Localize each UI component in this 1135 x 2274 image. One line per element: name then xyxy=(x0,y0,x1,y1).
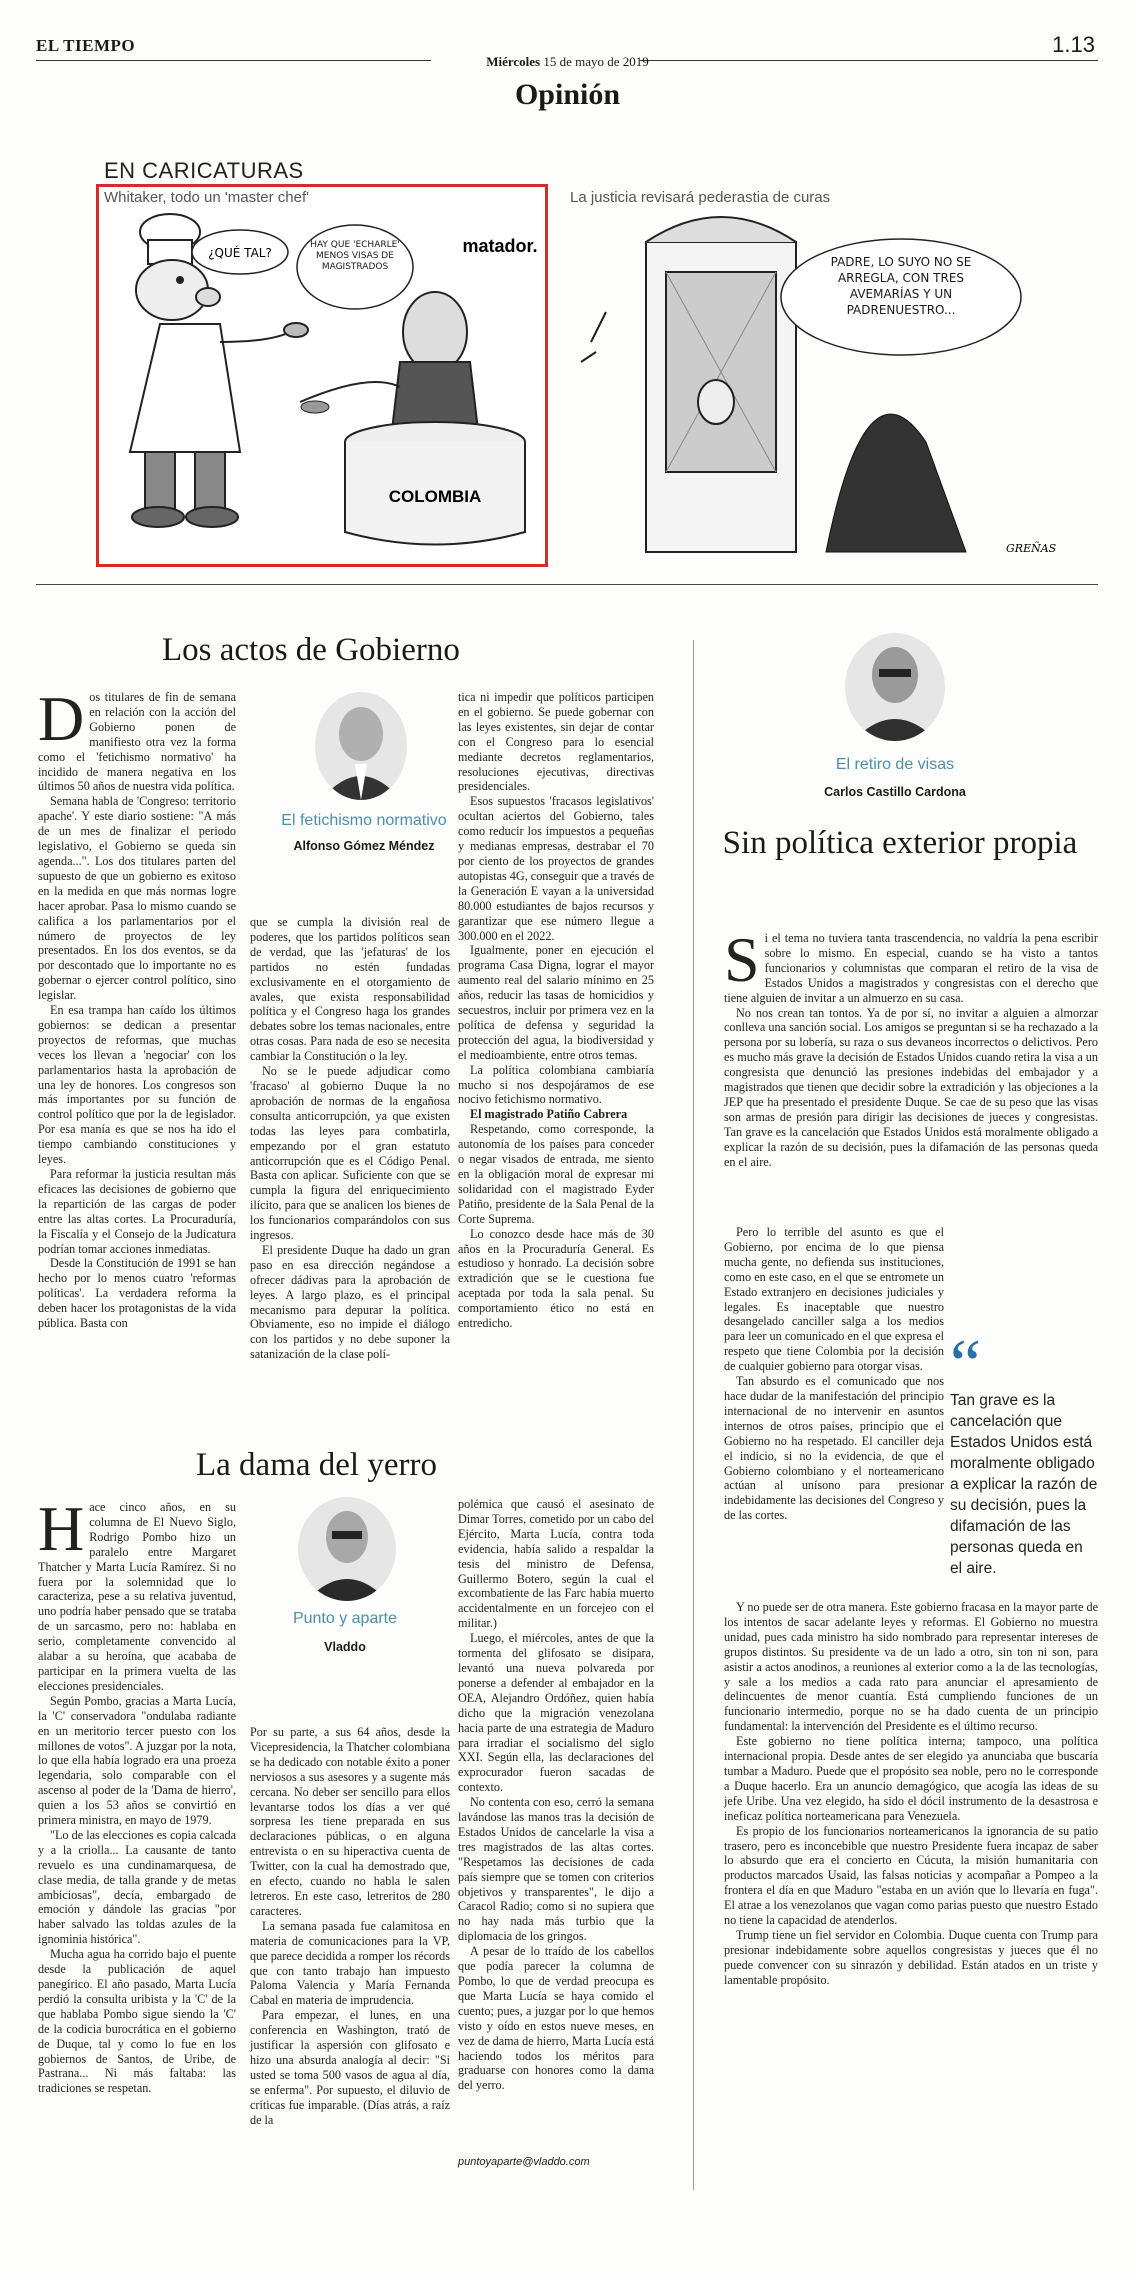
sin-body-bottom: Y no puede ser de otra manera. Este gobierno fracasa en la mayor parte de los intentos de sacar adelante leyes y reformas. El Gobierno no muestra unidad, pues cada ministro ha sido nombrado para representar intereses de grupos distintos. Su presidente va de un lado a otro, sin ton ni son, para asistir a actos anodinos, a reuniones al exterior como a la de las tecnologías, y sale a los medios a cada rato para anunciar el apresamiento de delincuentes de menor cuantía. Está cumpliendo funciones de un funcionario intermedio, porque no se ha dado cuenta de un principio fundamental: la intervención del Presidente es el último recurso. Este gobierno no tiene política interna; tampoco, una política internacional propia. Desde antes de ser elegido ya anunciaba que buscaría tumbar a Maduro. Puede que el propósito sea noble, pero no le corresponde a Duque hacerlo. Era un anuncio demagógico, que acogía las ideas de su jefe Uribe. Una vez elegido, ha sido el dócil instrumento de la desastrosa e ineficaz política norteamericana para Venezuela. Es propio de los funcionarios norteamericanos la ignorancia de su patio trasero, pero es inconcebible que nuestro Presidente fuera incapaz de saber lo absurdo que era el concierto en Cúcuta, la misión humanitaria con productos marcados Usaid, las falsas noticias y acompañar a Pompeo a la frontera el día en que Maduro "estaba en un avión que lo llevaría en fuga". El atrae a los venezolanos que vagan como parias puesto que nuestro Estado no tiene la capacidad de atenderlos. Trump tiene un fiel servidor en Colombia. Duque cuenta con Trump para presionar indebidamente sobre aquellos congresistas y jueces que él no puede convencer con su sinrazón y debilidad. Están atados en un triste y lamentable propósito. xyxy=(724,1600,1098,1987)
pullquote-text: Tan grave es la cancelación que Estados Unidos está moralmente obligado a explicar la razón de su decisión, pues la difamación de las personas queda en el aire. xyxy=(950,1392,1098,1577)
confessional-bubble-text: PADRE, LO SUYO NO SE ARREGLA, CON TRES AVEMARÍAS Y UN PADRENUESTRO... xyxy=(830,255,972,317)
sin-body-top: S i el tema no tuviera tanta trascendencia, no valdría la pena escribir sobre lo mismo. En especial, cuando se ha visto a tantos funcionarios y columnistas que comparan el retiro de la visa de Estados Unidos a magistrados y congresistas con el derecho que tiene alguien de invitar a un almuerzo en su casa. No nos crean tan tontos. Ya de por sí, no invitar a alguien a almorzar conlleva una sanción social. Los amigos se preguntan si se ha rechazado a la persona por su lobería, su raza o sus devaneos incorrectos o delictivos. Pero es mucho más grave la decisión de Estados Unidos cuando retira la visa a un congresista que denunció las presiones indebidas del embajador y a magistrados que tienen que decidir sobre la extradición y las objeciones a la JEP que ha presentado el presidente Duque. Se cae de su peso que las visas son armas de presión para dirigir las decisiones de jueces y congresistas. Tan grave es la cancelación que Estados Unidos está moralmente obligado a explicar la razón de su decisión, pues la difamación de las personas queda en el aire. xyxy=(724,924,1098,1169)
author-photo-castillo xyxy=(845,633,945,741)
issue-date: Miércoles 15 de mayo de 2019 xyxy=(486,54,649,69)
sin-body-narrow: Pero lo terrible del asunto es que el Gobierno, por encima de lo que piensa mucha gente, no defienda sus instituciones, como en este caso, en el que se entromete un Estado extranjero en decisiones judiciales y legales. Es inaceptable que nuestro desangelado canciller salga a los medios para leer un comunicado en el que expresa el respeto que tiene Colombia por la decisión de cualquier gobierno para otorgar visas. Tan absurdo es el comunicado que nos hace dudar de la manifestación del principio internacional de no intervenir en asuntos internos de otros países, principio que el Gobierno no ha respetado. El canciller deja el indicio, si no la evidencia, de que el Gobierno colombiano y el norteamericano actúan al unísono para presionar indebidamente las decisiones del Congreso y de las cortes. xyxy=(724,1225,944,1523)
cartoonist-signature: GREÑAS xyxy=(1006,542,1057,555)
sin-author: Carlos Castillo Cardona xyxy=(824,785,966,799)
column-divider xyxy=(693,640,694,2190)
caricature-right-caption: La justicia revisará pederastia de curas xyxy=(570,189,831,206)
article-title-sin-politica: Sin política exterior propia xyxy=(722,825,1078,861)
caricaturas-label: EN CARICATURAS xyxy=(104,158,304,183)
cartoon-confessional-image xyxy=(566,212,1096,567)
subhead-patino: El magistrado Patiño Cabrera xyxy=(470,1107,628,1122)
pot-label: COLOMBIA xyxy=(388,487,482,506)
cartoonist-brand: matador. xyxy=(462,236,538,256)
man-bubble-text: HAY QUE 'ECHARLE' MENOS VISAS DE MAGISTRADOS xyxy=(310,240,400,272)
gobierno-author: Alfonso Gómez Méndez xyxy=(293,839,435,853)
gobierno-col1: D os titulares de fin de semana en relación con la acción del Gobierno ponen de manifiesto otra vez la forma como el 'fetichismo normativo' ha incidido de manera negativa en los últimos 50 años de nuestra vida política. Semana habla de 'Congreso: territorio apache'. Y este diario sostiene: "A más de un mes de finalizar el periodo legislativo, el Gobierno se queda sin agenda...". Los dos titulares parten del supuesto de que un gobierno es exitoso en la medida en que más normas logre hacer aprobar. Pasa lo mismo cuando se califica a los parlamentarios por el número de proyectos de ley presentados. En los dos eventos, se da por descontado que lo importante no es gobernar o ejercer control político, sino legislar. En esa trampa han caído los últimos gobiernos: se dedican a presentar proyectos de reformas, que muchas veces los llevan a 'negociar' con los parlamentarios hasta la aprobación de una ley de honores. Los congresos son más importantes por su función de control político que por la de legislador. Por esa manía es que se nos ha ido el tiempo cambiando constituciones y leyes. Para reformar la justicia resultan más eficaces las decisiones de gobierno que la repartición de las cargas de poder entre las altas cortes. La Procuraduría, la Fiscalía y el Consejo de la Judicatura podrían tomar acciones inmediatas. Desde la Constitución de 1991 se han hecho por lo menos cuatro 'reformas políticas'. La verdadera reforma la deben hacer los protagonistas de la vida pública. Basta con xyxy=(38,683,236,1331)
pullquote-mark: “ xyxy=(950,1326,982,1403)
sin-kicker: El retiro de visas xyxy=(835,756,955,773)
dama-author: Vladdo xyxy=(324,1640,366,1654)
article-title-dama: La dama del yerro xyxy=(196,1447,437,1483)
dropcap-s: S xyxy=(724,924,760,995)
author-photo-gomez xyxy=(315,692,407,800)
dropcap-d: D xyxy=(38,683,85,754)
chef-bubble-text: ¿QUÉ TAL? xyxy=(208,246,272,260)
gobierno-col3: tica ni impedir que políticos participen en el gobierno. Se puede gobernar con las leyes existentes, sin dejar de contar con el Congreso para lo esencial mediante decretos reglamentarios, resoluciones ejecutivas, directivas presidenciales. Esos supuestos 'fracasos legislativos' ocultan aciertos del Gobierno, tales como reducir los impuestos a pequeñas y medianas empresas, destrabar el 70 por ciento de los proyectos de grandes autopistas 4G, conseguir que a través de la Generación E vayan a la universidad 80.000 estudiantes de bajos recursos y garantizar que ese número llegue a 300.000 en el 2022. Igualmente, poner en ejecución el programa Casa Digna, lograr el mayor aumento real del salario mínimo en 25 años, reducir las tasas de homicidios y secuestros, incluir por primera vez en la política de defensa y seguridad la protección del agua, la biodiversidad y el medioambiente, entre otros temas. La política colombiana cambiaría mucho si nos despojáramos de ese nocivo fetichismo normativo. El magistrado Patiño Cabrera Respetando, como corresponde, la autonomía de los países para conceder o negar visados de entrada, me siento en la obligación moral de expresar mi solidaridad con el magistrado Eyder Patiño, presidente de la Sala Penal de la Corte Suprema. Lo conozco desde hace más de 30 años en la Procuraduría General. Es estudioso y honrado. La decisión sobre extradición que se le cuestiona fue aceptada por toda la sala penal. Su comportamiento ético no está en entredicho. xyxy=(458,690,654,1331)
caricature-left-caption: Whitaker, todo un 'master chef' xyxy=(104,189,309,206)
author-email[interactable]: puntoyaparte@vladdo.com xyxy=(458,2156,590,2168)
article-title-gobierno: Los actos de Gobierno xyxy=(162,632,460,668)
gobierno-col2: que se cumpla la división real de poderes, que los partidos políticos sean de verdad, que las 'jefaturas' de los partidos no estén fundadas exclusivamente en el otorgamiento de avales, que exista responsabilidad política y el Congreso haga los grandes debates sobre los temas nacionales, entre otras cosas. Para nada de eso se necesita cambiar la Constitución o la ley. No se le puede adjudicar como 'fracaso' al gobierno Duque la no aprobación de normas de la engañosa consulta anticorrupción, ya que existen todas las leyes para combatirla, empezando por el gran estatuto anticorrupción que es el Código Penal. Basta con aplicar. Suficiente con que se cumpla la figura del enriquecimiento ilícito, para que se analicen los bienes de los funcionarios comparándolos con sus ingresos. El presidente Duque ha dado un gran paso en esa dirección negándose a ofrecer dádivas para la aprobación de leyes. A largo plazo, es el principal mecanismo para depurar la política. Obviamente, eso no impide el diálogo con los partidos y no debe suponer la satanización de la clase polí- xyxy=(250,915,450,1362)
cartoon-chef-image xyxy=(100,212,544,562)
dama-col3: polémica que causó el asesinato de Dimar Torres, cometido por un cabo del Ejército, Marta Lucía, contra toda evidencia, había salido a respaldar la tesis del ministro de Defensa, Guillermo Botero, según la cual el excombatiente de las Farc había muerto accidentalmente en un forcejeo con el militar.) Luego, el miércoles, antes de que la tormenta del glifosato se disipara, levantó una nueva polvareda por ponerse a defender al embajador en la OEA, Alejandro Ordóñez, quien había dicho que la migración venezolana hacia parte de una estrategia de Maduro para irradiar el socialismo del siglo XXI. Según ella, las declaraciones del exprocurador fueron sacadas de contexto. No contenta con eso, cerró la semana lavándose las manos tras la decisión de Estados Unidos de cancelarle la visa a tres magistrados de las altas cortes. "Respetamos las decisiones de cada país siempre que se tomen con criterios objetivos y transparentes", le dijo a Caracol Radio; como si no supiera que no hay nada más turbio que la diplomacia de los gringos. A pesar de lo traído de los cabellos que podía parecer la columna de Pombo, lo que de verdad preocupa es que Marta Lucía se haya comido el cuento; pues, a juzgar por lo que hemos visto y oído en estos nueve meses, en vez de dama de hierro, Marta Lucía está haciendo todos los méritos para graduarse con honores como la dama del yerro. xyxy=(458,1497,654,2093)
section-divider xyxy=(36,584,1098,585)
newspaper-name: EL TIEMPO xyxy=(36,36,136,55)
section-title: Opinión xyxy=(514,78,621,111)
page-number: 1.13 xyxy=(1052,32,1095,57)
dropcap-h: H xyxy=(38,1493,85,1564)
gobierno-kicker: El fetichismo normativo xyxy=(281,812,447,829)
dama-col2: Por su parte, a sus 64 años, desde la Vicepresidencia, la Thatcher colombiana se ha dedicado con notable éxito a poner nerviosos a sus asesores y a sugente más cercana. No deber ser sencillo para ellos levantarse todos los días a ver qué sorpresa les tiene preparada en sus declaraciones públicas, o en alguna entrevista o en su hiperactiva cuenta de Twitter, con la cual ha demostrado que, en efecto, cuando no habla le salen letreros. En este caso, letreritos de 280 caracteres. La semana pasada fue calamitosa en materia de comunicaciones para la VP, que parece decidida a romper los récords que con tanto trabajo han impuesto Paloma Valencia y María Fernanda Cabal en materia de imprudencia. Para empezar, el lunes, en una conferencia en Washington, trató de justificar la aspersión con glifosato e hizo una absurda analogía al decir: "Si usted se toma 500 vasos de agua al día, se enferma". Por supuesto, el diluvio de críticas fue imparable. (Días atrás, a raíz de la xyxy=(250,1725,450,2127)
author-photo-vladdo xyxy=(298,1497,396,1601)
dama-kicker: Punto y aparte xyxy=(292,1610,398,1627)
dama-col1: H ace cinco años, en su columna de El Nuevo Siglo, Rodrigo Pombo hizo un paralelo entre Margaret Thatcher y Marta Lucía Ramírez. Si no fuera por la solemnidad que lo caracteriza, pese a su relativa juventud, uno podría haber pensado que se trataba de un sarcasmo, pero no: hablaba en serio, completamente convencido al alabar a su heroína, que acababa de participar en la primera vuelta de las elecciones presidenciales. Según Pombo, gracias a Marta Lucía, la 'C' conservadora "ondulaba radiante en un meritorio tercer puesto con los millones de votos". A juzgar por la nota, lo que ella había logrado era una proeza legendaria, solo comparable con el ascenso al poder de la 'Dama de hierro', quien a los 53 años se convirtió en primera ministra, en mayo de 1979. "Lo de las elecciones es copia calcada y a la criolla... La causante de tanto revuelo es una cundinamarquesa, de clase media, de talla grande y de metas ambiciosas", decía, embargado de emoción y dándole las gracias "por haber salvado las toldas azules de la ignominia histórica". Mucha agua ha corrido bajo el puente desde la publicación de aquel panegírico. El año pasado, Marta Lucía perdió la consulta uribista y la 'C' de la que hablaba Pombo sigue siendo la 'C' de la codicia burocrática en el gobierno de Duque, tal y como lo fue en los gobiernos de Santos, de Uribe, de Pastrana... Ni más faltaba: las tradiciones se respetan. xyxy=(38,1493,236,2096)
